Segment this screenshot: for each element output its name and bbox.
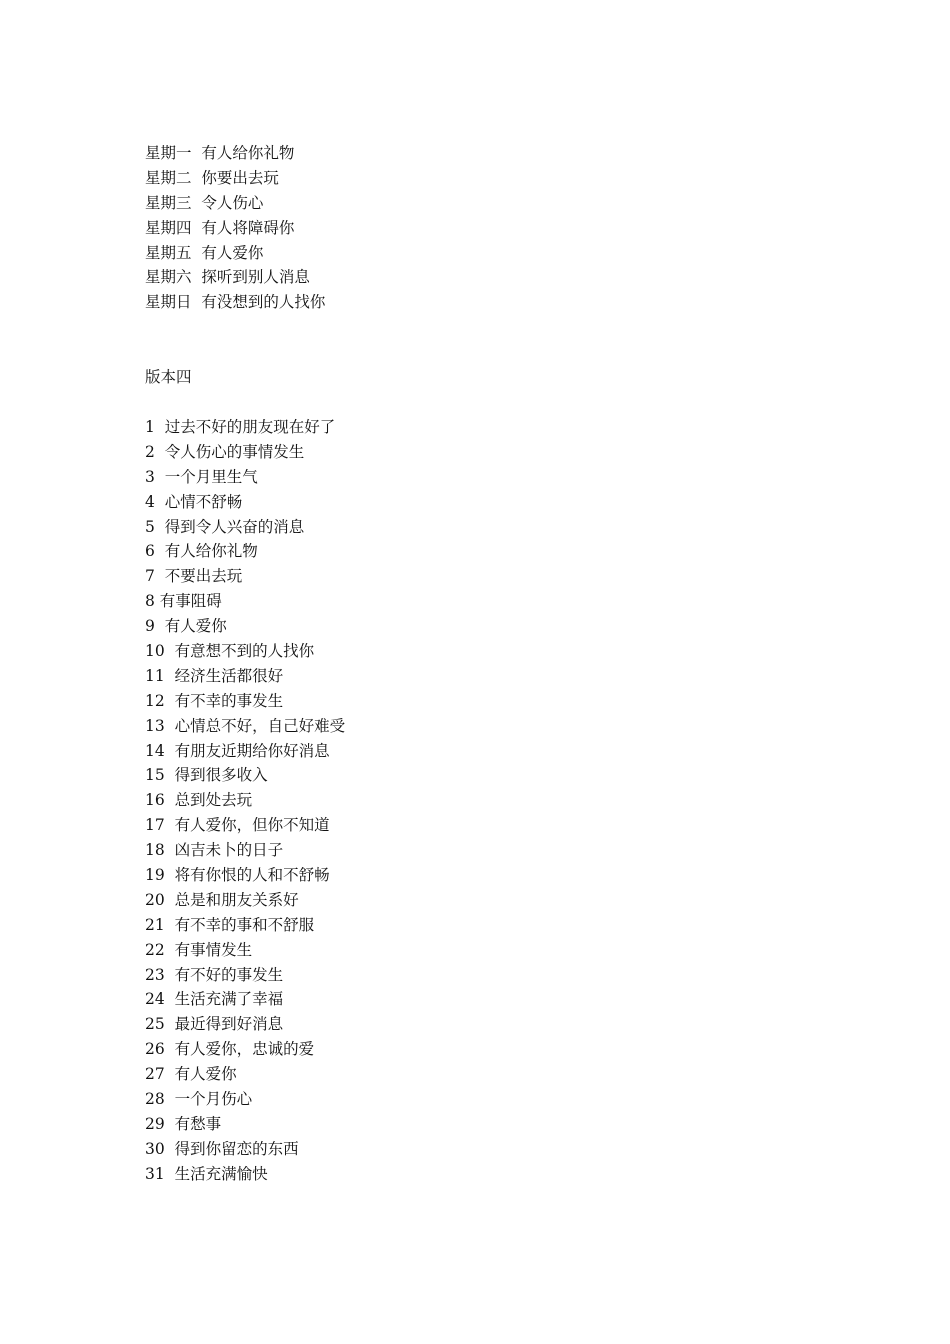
list-item: 7 不要出去玩: [145, 567, 243, 586]
weekday-line: [145, 141, 325, 166]
list-item: 20 总是和朋友关系好: [145, 890, 299, 909]
list-item: 8 有事阻碍: [145, 592, 222, 611]
weekday-text: 有没想到的人找你: [201, 293, 326, 312]
list-item: 10 有意想不到的人找你: [145, 642, 315, 661]
list-item: 31 生活充满愉快: [145, 1164, 268, 1183]
list-item: 9 有人爱你: [145, 617, 227, 636]
list-item: 22 有事情发生: [145, 940, 253, 959]
weekday-label: 星期六: [145, 268, 192, 287]
list-item: 24 生活充满了幸福: [145, 990, 284, 1009]
list-item: 18 凶吉未卜的日子: [145, 841, 284, 860]
weekday-text: 探听到别人消息: [201, 268, 310, 287]
list-item: 11 经济生活都很好: [145, 666, 284, 685]
weekday-line: [145, 166, 325, 191]
list-item: 17 有人爱你，但你不知道: [145, 816, 330, 835]
list-item: 28 一个月伤心: [145, 1090, 253, 1109]
section-title: 版本四: [145, 368, 192, 386]
list-item: 12 有不幸的事发生: [145, 691, 284, 710]
list-item: 15 得到很多收入: [145, 766, 268, 785]
list-item: 26 有人爱你，忠诚的爱: [145, 1040, 315, 1059]
list-item: 1 过去不好的朋友现在好了: [145, 418, 336, 436]
weekday-line: [145, 216, 325, 241]
list-item: 25 最近得到好消息: [145, 1015, 284, 1034]
weekday-line: [145, 265, 325, 290]
list-item: 6 有人给你礼物: [145, 542, 258, 561]
weekday-line: [145, 290, 325, 315]
weekday-text: 你要出去玩: [201, 168, 279, 187]
list-item: 13 心情总不好，自己好难受: [145, 716, 346, 735]
weekday-label: 星期四: [145, 218, 192, 237]
weekday-list: [145, 141, 325, 315]
weekday-line: [145, 191, 325, 216]
section-heading-block: [145, 365, 192, 390]
list-item: 5 得到令人兴奋的消息: [145, 517, 305, 536]
weekday-label: 星期日: [145, 293, 192, 312]
list-item: 30 得到你留恋的东西: [145, 1139, 299, 1158]
list-item: 27 有人爱你: [145, 1065, 237, 1084]
weekday-text: 有人将障碍你: [201, 218, 295, 237]
list-item: 19 将有你恨的人和不舒畅: [145, 866, 330, 885]
list-item: 3 一个月里生气: [145, 467, 258, 486]
weekday-text: 令人伤心: [201, 193, 264, 212]
list-item: 14 有朋友近期给你好消息: [145, 741, 330, 760]
weekday-label: 星期二: [145, 168, 192, 187]
weekday-text: 有人爱你: [201, 243, 264, 262]
list-item: 23 有不好的事发生: [145, 965, 284, 984]
numbered-entry-list: [145, 415, 345, 1187]
list-item: 2 令人伤心的事情发生: [145, 442, 305, 461]
list-item: 16 总到处去玩: [145, 791, 253, 810]
weekday-text: 有人给你礼物: [201, 144, 295, 162]
list-item: 29 有愁事: [145, 1114, 222, 1133]
list-item: 4 心情不舒畅: [145, 492, 243, 511]
list-item: 21 有不幸的事和不舒服: [145, 915, 315, 934]
weekday-line: [145, 241, 325, 266]
weekday-label: 星期一: [145, 144, 192, 162]
weekday-label: 星期五: [145, 243, 192, 262]
weekday-label: 星期三: [145, 193, 192, 212]
